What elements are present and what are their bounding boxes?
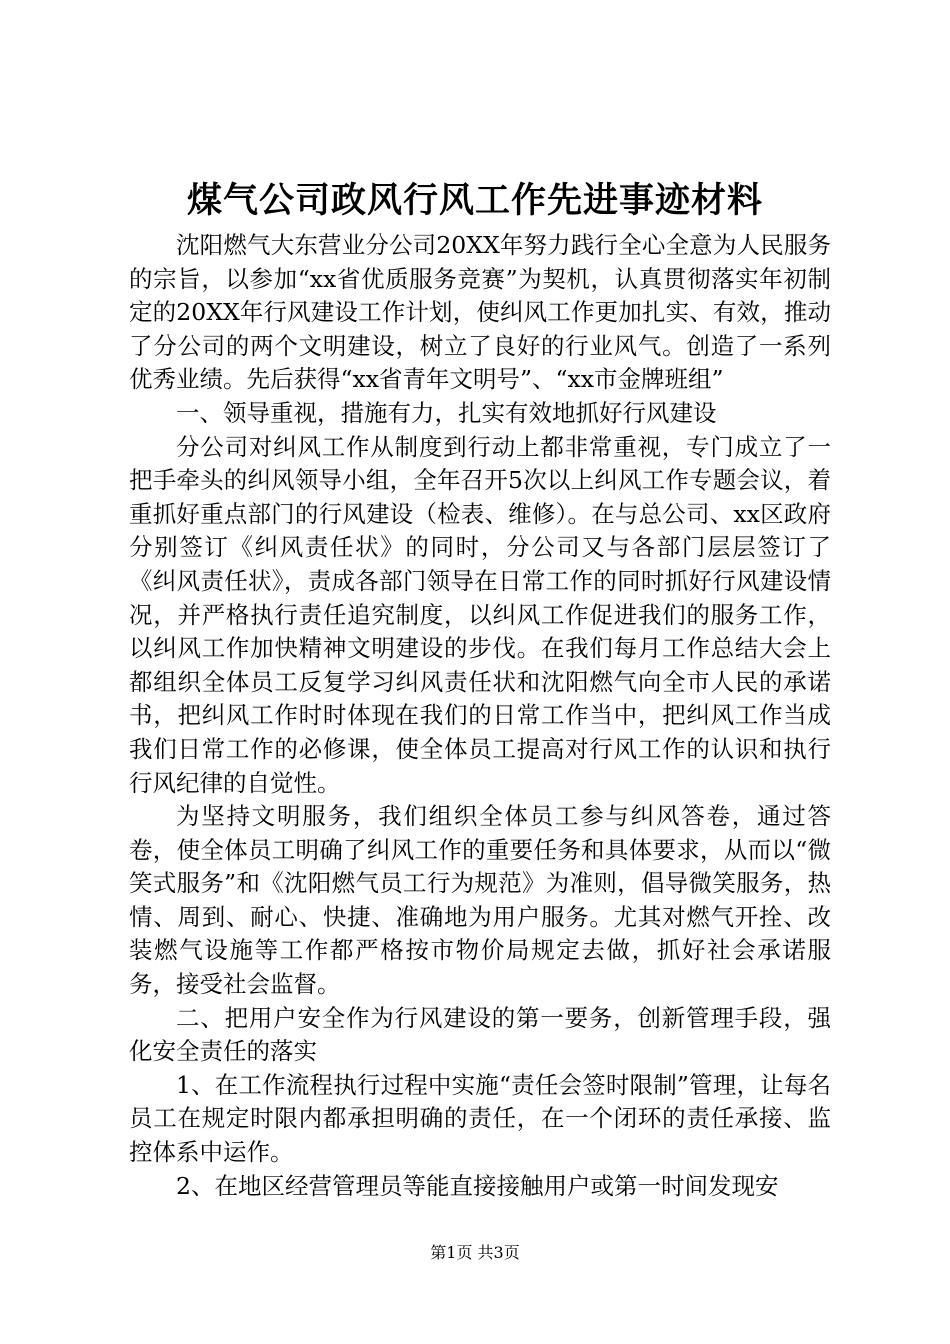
body-paragraph: 为坚持文明服务，我们组织全体员工参与纠风答卷，通过答卷，使全体员工明确了纠风工作的重要任务和具体要求，从而以“微笑式服务”和《沈阳燃气员工行为规范》为准则，倡导微笑服务，热情、周到、耐心、快捷、准确地为用户服务。尤其对燃气开拴、改装燃气设施等工作都严格按市物价局规定去做，抓好社会承诺服务，接受社会监督。	[129, 802, 831, 999]
section-heading-2: 二、把用户安全作为行风建设的第一要务，创新管理手段，强化安全责任的落实	[129, 1003, 831, 1066]
page-number-footer: 第1页 共3页	[430, 1243, 520, 1262]
document-body	[129, 229, 831, 1203]
list-item: 2、在地区经营管理员等能直接接触用户或第一时间发现安	[176, 1171, 779, 1200]
list-item: 1、在工作流程执行过程中实施“责任会签时限制”管理，让每名员工在规定时限内都承担明确的责任，在一个闭环的责任承接、监控体系中运作。	[129, 1070, 831, 1167]
document-title: 煤气公司政风行风工作先进事迹材料	[186, 180, 763, 221]
section-heading-1: 一、领导重视，措施有力，扎实有效地抓好行风建设	[176, 398, 717, 427]
intro-paragraph: 沈阳燃气大东营业分公司20XX年努力践行全心全意为人民服务的宗旨，以参加“xx省优质服务竞赛”为契机，认真贯彻落实年初制定的20XX年行风建设工作计划，使纠风工作更加扎实、有效，推动了分公司的两个文明建设，树立了良好的行业风气。创造了一系列优秀业绩。先后获得“xx省青年文明号”、“xx市金牌班组”	[129, 231, 831, 394]
body-paragraph: 分公司对纠风工作从制度到行动上都非常重视，专门成立了一把手牵头的纠风领导小组，全年召开5次以上纠风工作专题会议，着重抓好重点部门的行风建设（检表、维修）。在与总公司、xx区政府分别签订《纠风责任状》的同时，分公司又与各部门层层签订了《纠风责任状》，责成各部门领导在日常工作的同时抓好行风建设情况，并严格执行责任追究制度，以纠风工作促进我们的服务工作，以纠风工作加快精神文明建设的步伐。在我们每月工作总结大会上都组织全体员工反复学习纠风责任状和沈阳燃气向全市人民的承诺书，把纠风工作时时体现在我们的日常工作当中，把纠风工作当成我们日常工作的必修课，使全体员工提高对行风工作的认识和执行行风纪律的自觉性。	[129, 432, 831, 797]
